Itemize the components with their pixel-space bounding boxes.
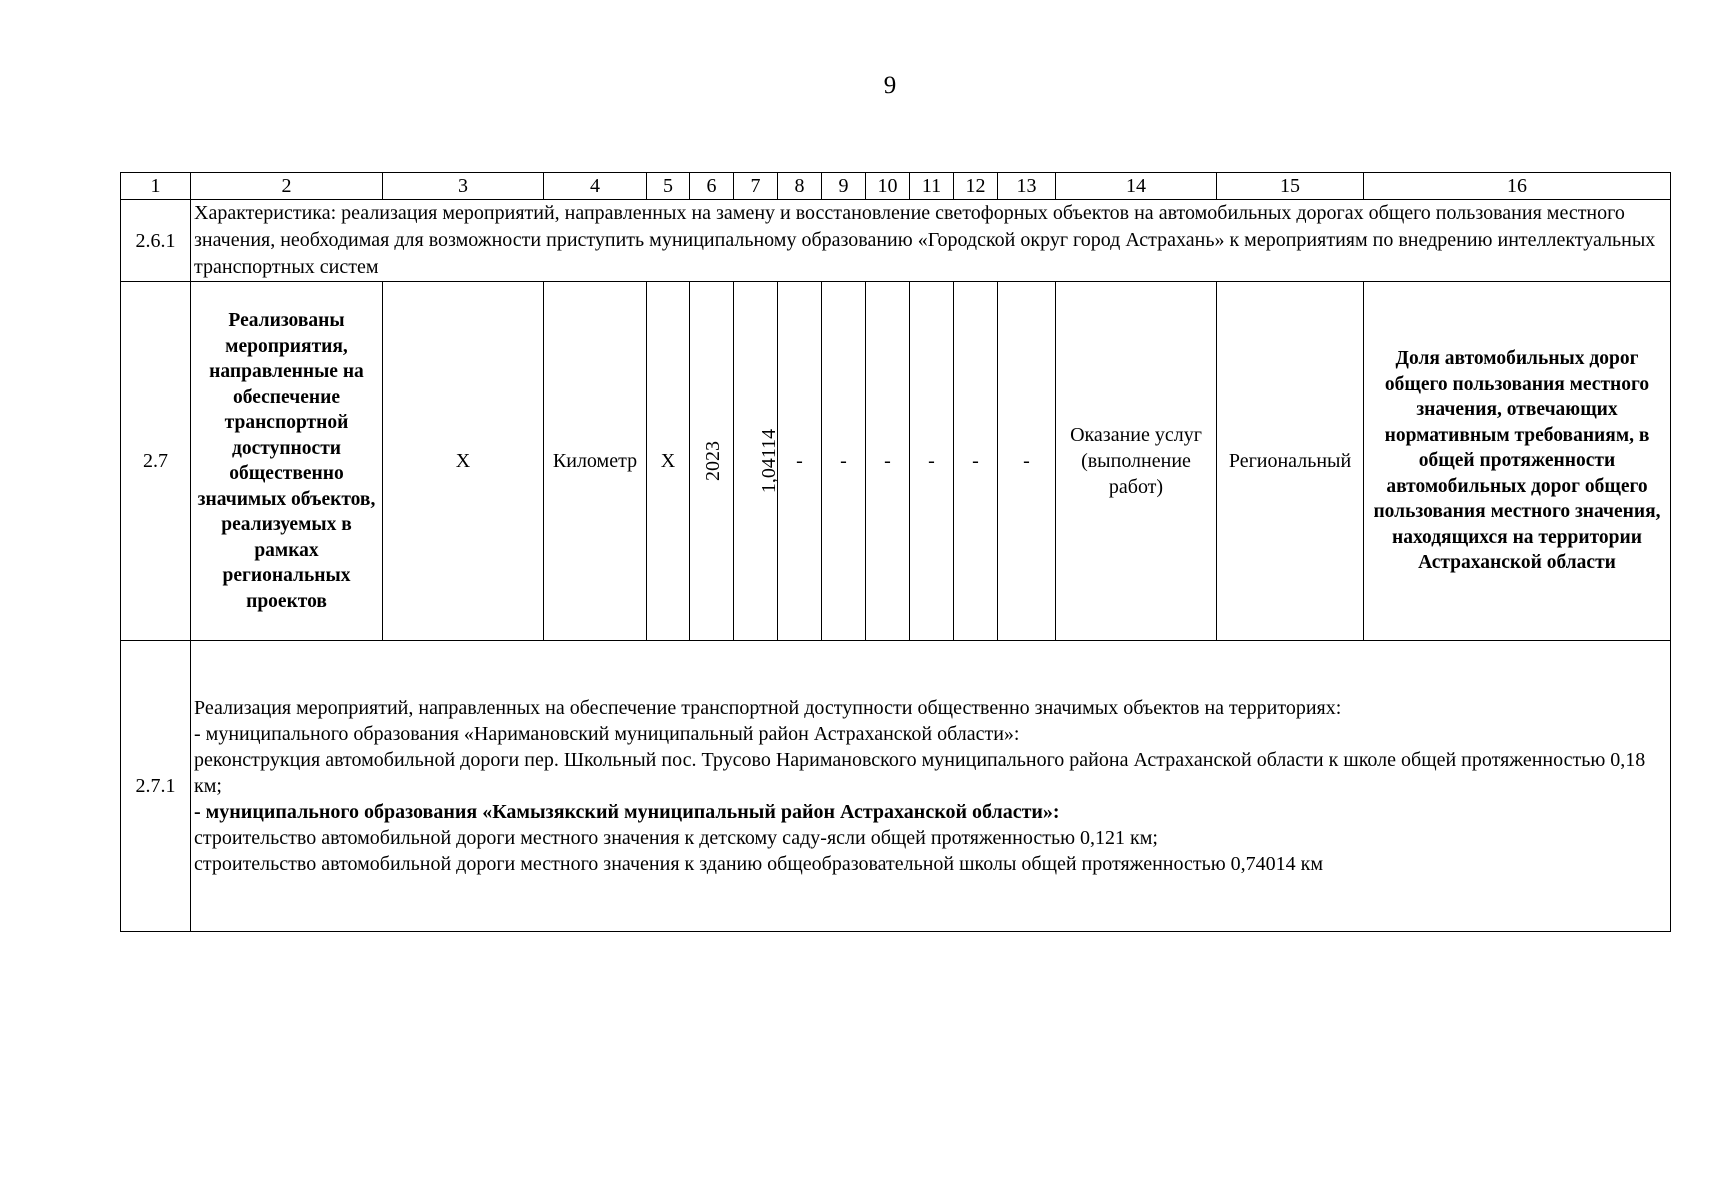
indicator-cell: Доля автомобильных дорог общего пользования местного значения, отвечающих нормативным требованиям, в общей протяженности автомобильных дорог общего пользования местного значения, находящихся на территории Астраханской области — [1364, 282, 1671, 641]
column-number: 11 — [910, 173, 954, 200]
cell-col-11: - — [910, 282, 954, 641]
column-number: 8 — [778, 173, 822, 200]
cell-col-9: - — [822, 282, 866, 641]
row-id: 2.7 — [121, 282, 191, 641]
column-number: 5 — [647, 173, 690, 200]
level-cell: Региональный — [1217, 282, 1364, 641]
type-cell: Оказание услуг (выполнение работ) — [1056, 282, 1217, 641]
cell-col-5: X — [647, 282, 690, 641]
column-number: 12 — [954, 173, 998, 200]
description-line: строительство автомобильной дороги местного значения к зданию общеобразовательной школы общей протяженностью 0,74014 км — [194, 853, 1324, 875]
description-line: - муниципального образования «Наримановский муниципальный район Астраханской области»: — [194, 723, 1020, 745]
characteristic-text: Характеристика: реализация мероприятий, направленных на замену и восстановление светофорных объектов на автомобильных дорогах общего пользования местного значения, необходимая для возможности приступить муниципальному образованию «Городской округ город Астрахань» к мероприятиям по внедрению интеллектуальных транспортных систем — [191, 200, 1671, 282]
description-cell — [191, 641, 1671, 932]
cell-col-3: X — [383, 282, 544, 641]
cell-col-13: - — [998, 282, 1056, 641]
column-number: 4 — [544, 173, 647, 200]
column-number: 6 — [690, 173, 734, 200]
cell-col-12: - — [954, 282, 998, 641]
base-value: 1,04114 — [758, 428, 781, 494]
year-cell — [690, 282, 734, 641]
table-row-2-7-1 — [121, 641, 1671, 932]
result-name: Реализованы мероприятия, направленные на обеспечение транспортной доступности общественно значимых объектов, реализуемых в рамках региональных проектов — [191, 282, 383, 641]
cell-col-8: - — [778, 282, 822, 641]
column-number: 16 — [1364, 173, 1671, 200]
table-row-2-7 — [121, 282, 1671, 641]
column-number: 10 — [866, 173, 910, 200]
year-value: 2023 — [702, 441, 724, 481]
indicator-table — [120, 172, 1671, 932]
cell-col-10: - — [866, 282, 910, 641]
column-number: 2 — [191, 173, 383, 200]
value-cell — [734, 282, 781, 641]
row-id: 2.7.1 — [121, 641, 191, 932]
description-line: реконструкция автомобильной дороги пер. Школьный пос. Трусово Наримановского муниципального района Астраханской области к школе общей протяженностью 0,18 км; — [194, 749, 1646, 797]
unit-cell: Километр — [544, 282, 647, 641]
column-number: 1 — [121, 173, 191, 200]
description-line: Реализация мероприятий, направленных на обеспечение транспортной доступности общественно значимых объектов на территориях: — [194, 697, 1342, 719]
column-number: 13 — [998, 173, 1056, 200]
table-row-2-6-1 — [121, 200, 1671, 282]
column-number: 7 — [734, 173, 778, 200]
description-line: строительство автомобильной дороги местного значения к детскому саду-ясли общей протяженностью 0,121 км; — [194, 827, 1158, 849]
description-line: - муниципального образования «Камызякский муниципальный район Астраханской области»: — [194, 801, 1060, 823]
row-id: 2.6.1 — [121, 200, 191, 282]
page-number: 9 — [883, 72, 897, 99]
column-number: 15 — [1217, 173, 1364, 200]
column-number: 3 — [383, 173, 544, 200]
column-number-row — [121, 173, 1671, 200]
column-number: 9 — [822, 173, 866, 200]
column-number: 14 — [1056, 173, 1217, 200]
